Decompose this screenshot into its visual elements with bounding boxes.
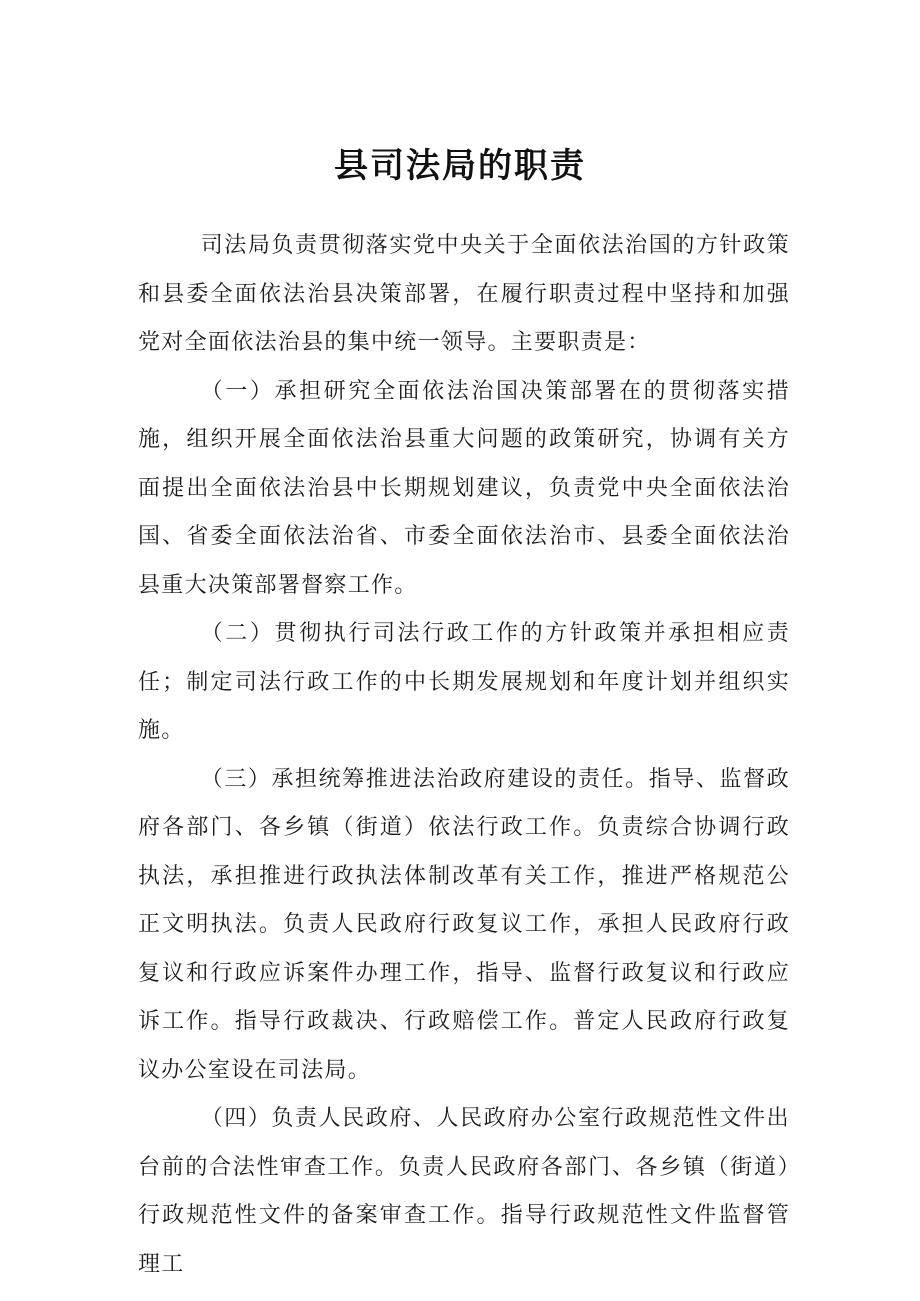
- paragraph-duty-2: （二）贯彻执行司法行政工作的方针政策并承担相应责任；制定司法行政工作的中长期发展规划和年度计划并组织实施。: [138, 621, 790, 743]
- document-title: 县司法局的职责: [334, 146, 586, 186]
- paragraph-duty-4: （四）负责人民政府、人民政府办公室行政规范性文件出台前的合法性审查工作。负责人民政府各部门、各乡镇（街道）行政规范性文件的备案审查工作。指导行政规范性文件监督管理工: [138, 1106, 790, 1277]
- paragraph-duty-1: （一）承担研究全面依法治国决策部署在的贯彻落实措施，组织开展全面依法治县重大问题的政策研究，协调有关方面提出全面依法治县中长期规划建议，负责党中央全面依法治国、省委全面依法治省、市委全面依法治市、县委全面依法治县重大决策部署督察工作。: [138, 378, 790, 598]
- paragraph-duty-3: （三）承担统筹推进法治政府建设的责任。指导、监督政府各部门、各乡镇（街道）依法行政工作。负责综合协调行政执法，承担推进行政执法体制改革有关工作，推进严格规范公正文明执法。负责人民政府行政复议工作，承担人民政府行政复议和行政应诉案件办理工作，指导、监督行政复议和行政应诉工作。指导行政裁决、行政赔偿工作。普定人民政府行政复议办公室设在司法局。: [138, 766, 790, 1083]
- document-body: [138, 222, 790, 1289]
- paragraph-intro: 司法局负责贯彻落实党中央关于全面依法治国的方针政策和县委全面依法治县决策部署，在履行职责过程中坚持和加强党对全面依法治县的集中统一领导。主要职责是：: [138, 233, 790, 355]
